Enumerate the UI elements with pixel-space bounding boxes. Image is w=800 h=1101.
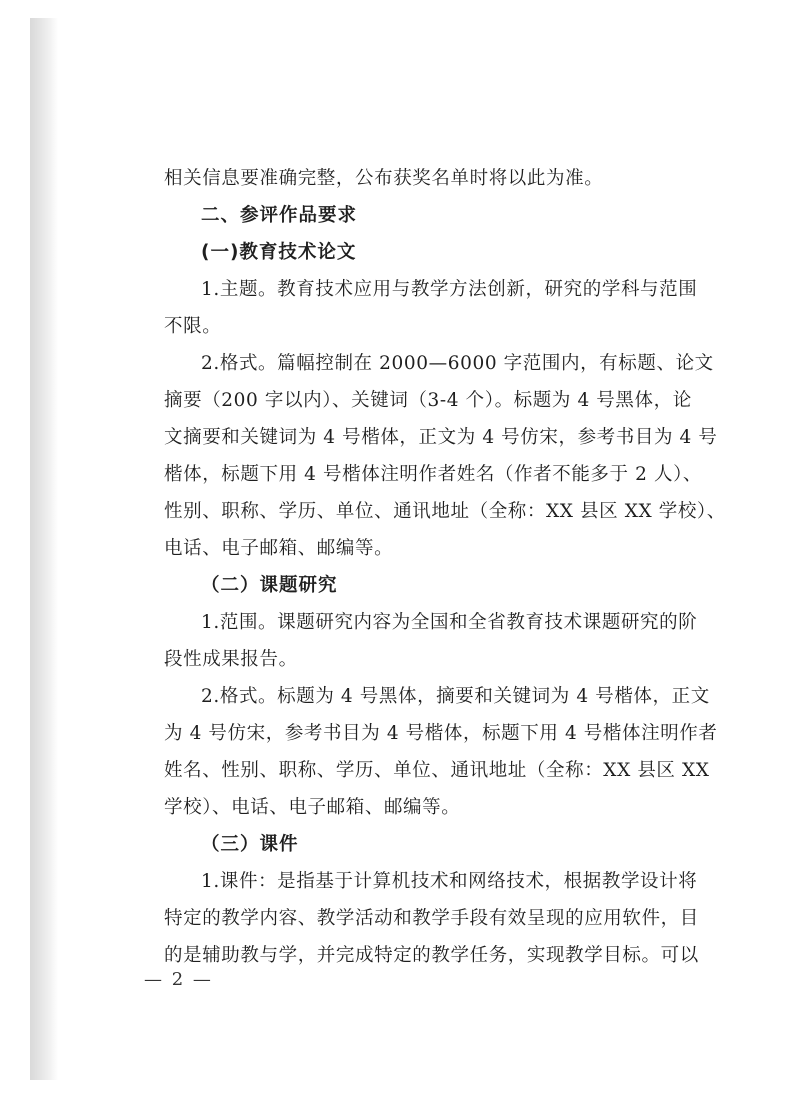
- paragraph-line: 1.范围。课题研究内容为全国和全省教育技术课题研究的阶: [201, 612, 698, 633]
- paragraph-line: 姓名、性别、职称、学历、单位、通讯地址（全称：XX 县区 XX: [164, 760, 710, 781]
- paragraph-line: 特定的教学内容、教学活动和教学手段有效呈现的应用软件，目: [164, 908, 699, 929]
- paragraph-line: 不限。: [164, 316, 222, 337]
- subsection-heading: (一)教育技术论文: [201, 242, 357, 263]
- paragraph-line: 的是辅助教与学，并完成特定的教学任务，实现教学目标。可以: [164, 945, 699, 966]
- paragraph-line: 相关信息要准确完整，公布获奖名单时将以此为准。: [164, 168, 604, 189]
- section-heading: 二、参评作品要求: [201, 205, 358, 226]
- page-number: — 2 —: [144, 969, 213, 990]
- paragraph-line: 楷体，标题下用 4 号楷体注明作者姓名（作者不能多于 2 人）、: [164, 464, 703, 485]
- paragraph-line: 学校）、电话、电子邮箱、邮编等。: [164, 797, 461, 818]
- paragraph-line: 1.主题。教育技术应用与教学方法创新，研究的学科与范围: [201, 279, 698, 300]
- subsection-heading: （二）课题研究: [201, 575, 338, 596]
- paragraph-line: 为 4 号仿宋，参考书目为 4 号楷体，标题下用 4 号楷体注明作者: [164, 723, 718, 744]
- paragraph-line: 电话、电子邮箱、邮编等。: [164, 538, 394, 559]
- paragraph-line: 2.格式。篇幅控制在 2000—6000 字范围内，有标题、论文: [201, 353, 714, 374]
- paragraph-line: 摘要（200 字以内）、关键词（3-4 个）。标题为 4 号黑体，论: [164, 390, 692, 411]
- paragraph-line: 文摘要和关键词为 4 号楷体，正文为 4 号仿宋，参考书目为 4 号: [164, 427, 718, 448]
- paragraph-line: 性别、职称、学历、单位、通讯地址（全称：XX 县区 XX 学校）、: [164, 501, 726, 522]
- paragraph-line: 段性成果报告。: [164, 649, 298, 670]
- paragraph-line: 1.课件：是指基于计算机技术和网络技术，根据教学设计将: [201, 871, 698, 892]
- subsection-heading: （三）课件: [201, 834, 299, 855]
- paragraph-line: 2.格式。标题为 4 号黑体，摘要和关键词为 4 号楷体，正文: [201, 686, 710, 707]
